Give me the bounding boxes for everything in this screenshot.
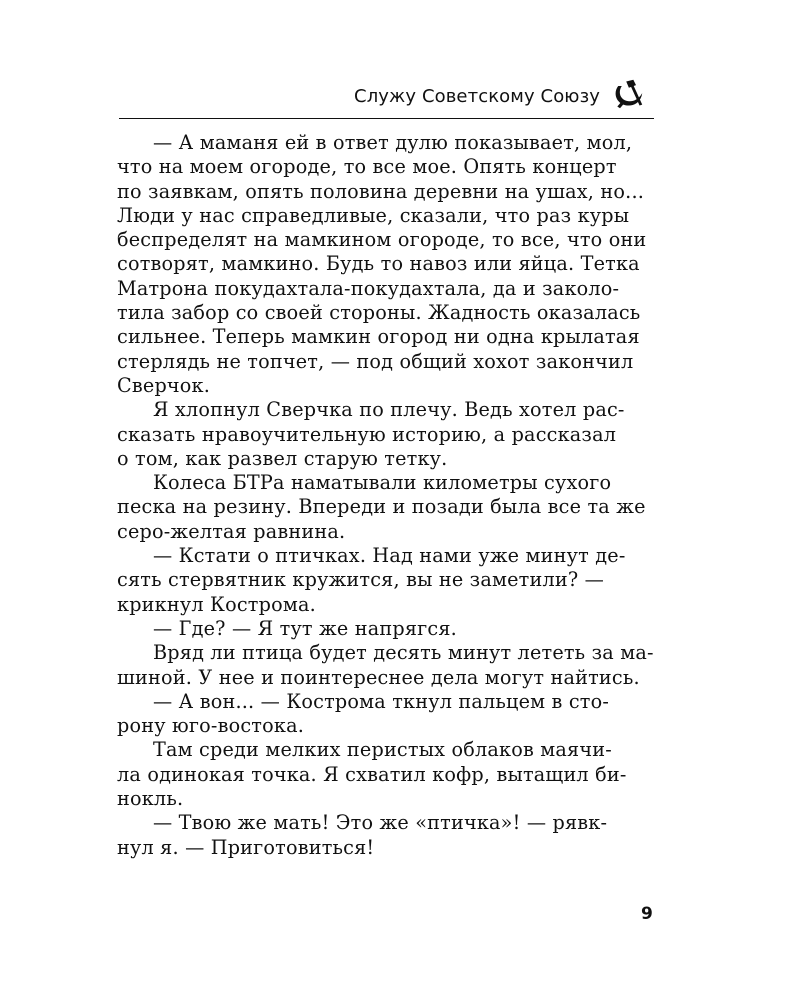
text-line: сотворят, мамкино. Будь то навоз или яйца. Тетка <box>117 252 640 276</box>
text-line: Матрона покудахтала-покудахтала, да и заколо- <box>117 276 620 300</box>
text-line: — А маманя ей в ответ дулю показывает, мол, <box>153 131 633 154</box>
text-line: Сверчок. <box>117 373 211 397</box>
text-line: беспределят на мамкином огороде, то все, что они <box>117 228 647 252</box>
text-line: Я хлопнул Сверчка по плечу. Ведь хотел рас- <box>153 398 625 422</box>
text-line: ла одинокая точка. Я схватил кофр, вытащил би- <box>117 762 627 786</box>
text-line: — А вон... — Кострома ткнул пальцем в сто- <box>153 689 610 713</box>
text-line: сять стервятник кружится, вы не заметили? — <box>117 568 605 592</box>
text-line: Вряд ли птица будет десять минут лететь за ма- <box>153 641 654 665</box>
text-line: песка на резину. Впереди и позади была все та же <box>117 495 646 519</box>
text-line: — Кстати о птичках. Над нами уже минут де- <box>153 544 626 568</box>
text-line: стерлядь не топчет, — под общий хохот закончил <box>117 349 634 373</box>
text-line: Люди у нас справедливые, сказали, что раз куры <box>117 203 630 227</box>
text-line: нул я. — Приготовиться! <box>117 835 375 859</box>
text-line: — Где? — Я тут же напрягся. <box>153 616 457 640</box>
text-line: Там среди мелких перистых облаков маячи- <box>153 738 612 762</box>
text-line: серо-желтая равнина. <box>117 519 346 543</box>
text-line: крикнул Кострома. <box>117 592 316 616</box>
text-line: — Твою же мать! Это же «птичка»! — рявк- <box>153 811 608 835</box>
hammer-and-sickle-icon <box>610 78 646 110</box>
text-line: шиной. У нее и поинтереснее дела могут найтись. <box>117 665 640 689</box>
text-line: что на моем огороде, то все мое. Опять концерт <box>117 155 617 179</box>
text-line: по заявкам, опять половина деревни на ушах, но... <box>117 179 645 203</box>
text-line: о том, как развел старую тетку. <box>117 446 448 470</box>
text-line: нокль. <box>117 787 184 811</box>
page-body <box>117 131 657 860</box>
text-line: Колеса БТРа наматывали километры сухого <box>153 471 612 495</box>
text-line: сильнее. Теперь мамкин огород ни одна крылатая <box>117 325 640 349</box>
page-number: 9 <box>641 904 653 924</box>
header-rule <box>119 118 654 119</box>
text-line: тила забор со своей стороны. Жадность оказалась <box>117 301 641 325</box>
text-line: сказать нравоучительную историю, а рассказал <box>117 422 617 446</box>
running-header-title: Служу Советскому Союзу <box>354 86 600 107</box>
text-line: рону юго-востока. <box>117 714 305 738</box>
